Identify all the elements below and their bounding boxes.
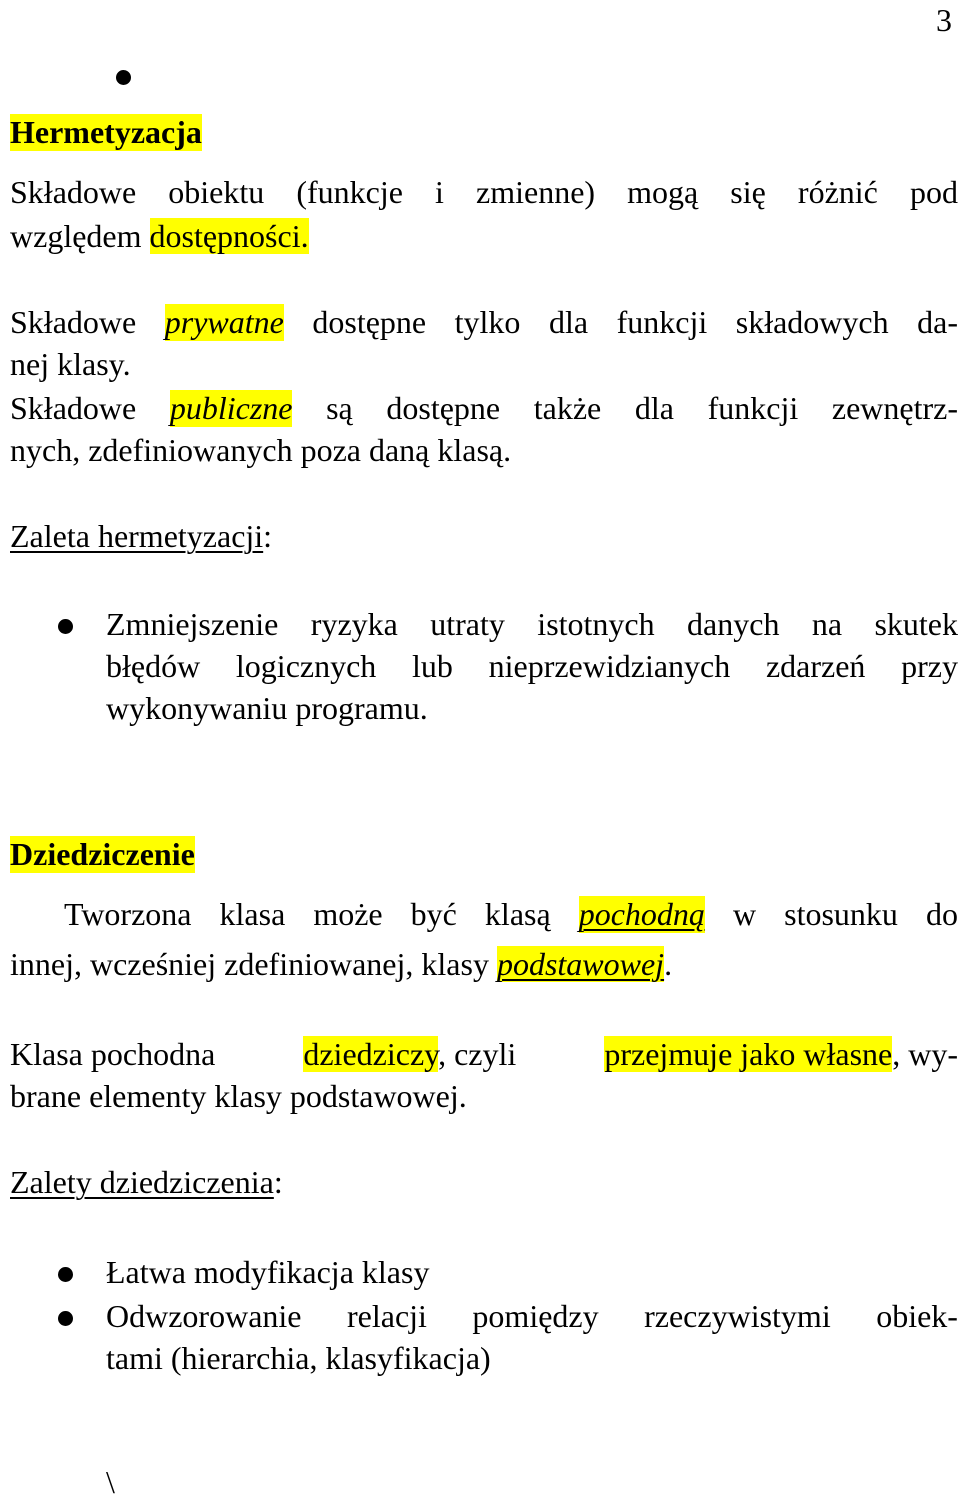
section-heading-dziedziczenie: Dziedziczenie (10, 836, 195, 872)
bullet-text-line (106, 648, 958, 685)
word: dla (634, 390, 674, 426)
highlighted-term: publiczne (169, 390, 293, 426)
word: zdarzeń (765, 648, 866, 684)
colon: : (263, 518, 273, 554)
word: Odwzorowanie (106, 1298, 302, 1334)
text: innej, wcześniej zdefiniowanej, klasy (10, 946, 497, 982)
word: Składowe (10, 304, 137, 340)
highlighted-term: przejmuje jako własne (604, 1036, 893, 1072)
word: dostępne (312, 304, 427, 340)
word: do (925, 896, 958, 932)
word: relacji (346, 1298, 427, 1334)
word: lub (412, 648, 453, 684)
bullet-text-line: Łatwa modyfikacja klasy (106, 1254, 430, 1290)
word: istotnych (537, 606, 655, 642)
paragraph-line (10, 1036, 958, 1073)
word: składowych (735, 304, 889, 340)
paragraph-line: nej klasy. (10, 346, 131, 382)
word: nieprzewidzianych (488, 648, 731, 684)
word: może (313, 896, 383, 932)
word: zewnętrz- (831, 390, 958, 426)
word: funkcji (616, 304, 708, 340)
word: da- (917, 304, 958, 340)
bullet-dot (58, 619, 73, 634)
word: ryzyka (310, 606, 398, 642)
underlined-label: Zalety dziedziczenia (10, 1164, 274, 1200)
word: mogą (627, 174, 699, 210)
word: obiektu (168, 174, 265, 210)
word: stosunku (784, 896, 898, 932)
paragraph-line (64, 896, 958, 933)
bullet-dot (58, 1311, 73, 1326)
highlighted-term: pochodną (578, 896, 705, 932)
advantages-label (10, 518, 272, 555)
bullet-text-line (106, 1298, 958, 1335)
paragraph-line (10, 174, 958, 211)
underlined-label: Zaleta hermetyzacji (10, 518, 264, 554)
word: dla (548, 304, 589, 340)
colon: : (273, 1164, 283, 1200)
word: Składowe (10, 174, 137, 210)
text: Klasa pochodna (10, 1036, 216, 1072)
text: , wy- (892, 1036, 958, 1072)
bullet-text-line (106, 606, 958, 643)
highlighted-term: prywatne (164, 304, 284, 340)
text: względem (10, 218, 150, 254)
paragraph-line (10, 390, 958, 427)
word: pod (909, 174, 958, 210)
word: rzeczywistymi (644, 1298, 831, 1334)
word: są (326, 390, 353, 426)
highlighted-term: dziedziczy (303, 1036, 439, 1072)
word: klasą (484, 896, 551, 932)
word: różnić (797, 174, 878, 210)
word: skutek (874, 606, 958, 642)
word: danych (687, 606, 780, 642)
word: tylko (454, 304, 521, 340)
paragraph-line (10, 304, 958, 341)
word: obiek- (876, 1298, 958, 1334)
word: (funkcje (296, 174, 403, 210)
bullet-text-line: tami (hierarchia, klasyfikacja) (106, 1340, 491, 1376)
bullet-text-line: wykonywaniu programu. (106, 690, 428, 726)
word: Składowe (10, 390, 137, 426)
word: być (410, 896, 457, 932)
word: Tworzona (64, 896, 192, 932)
paragraph-line: nych, zdefiniowanych poza daną klasą. (10, 432, 512, 468)
bullet-dot (116, 70, 131, 85)
bullet-dot (58, 1267, 73, 1282)
word: utraty (430, 606, 505, 642)
word: się (730, 174, 766, 210)
highlighted-term: podstawowej (496, 946, 665, 982)
paragraph-line (10, 218, 309, 255)
page-number: 3 (936, 2, 952, 38)
word: funkcji (707, 390, 799, 426)
word: na (811, 606, 843, 642)
highlighted-term: dostępności. (149, 218, 309, 254)
text: . (664, 946, 673, 982)
word: w (732, 896, 757, 932)
word: przy (901, 648, 958, 684)
footer-mark: \ (106, 1464, 115, 1500)
word: dostępne (386, 390, 501, 426)
section-heading-hermetyzacja: Hermetyzacja (10, 114, 202, 150)
text: , czyli (438, 1036, 517, 1072)
word: Zmniejszenie (106, 606, 279, 642)
word: pomiędzy (472, 1298, 599, 1334)
word: błędów (106, 648, 201, 684)
word: i (435, 174, 444, 210)
word: klasa (219, 896, 286, 932)
paragraph-line (10, 946, 672, 983)
word: także (533, 390, 602, 426)
word: logicznych (235, 648, 377, 684)
paragraph-line: brane elementy klasy podstawowej. (10, 1078, 467, 1114)
word: zmienne) (476, 174, 596, 210)
advantages-label (10, 1164, 283, 1201)
